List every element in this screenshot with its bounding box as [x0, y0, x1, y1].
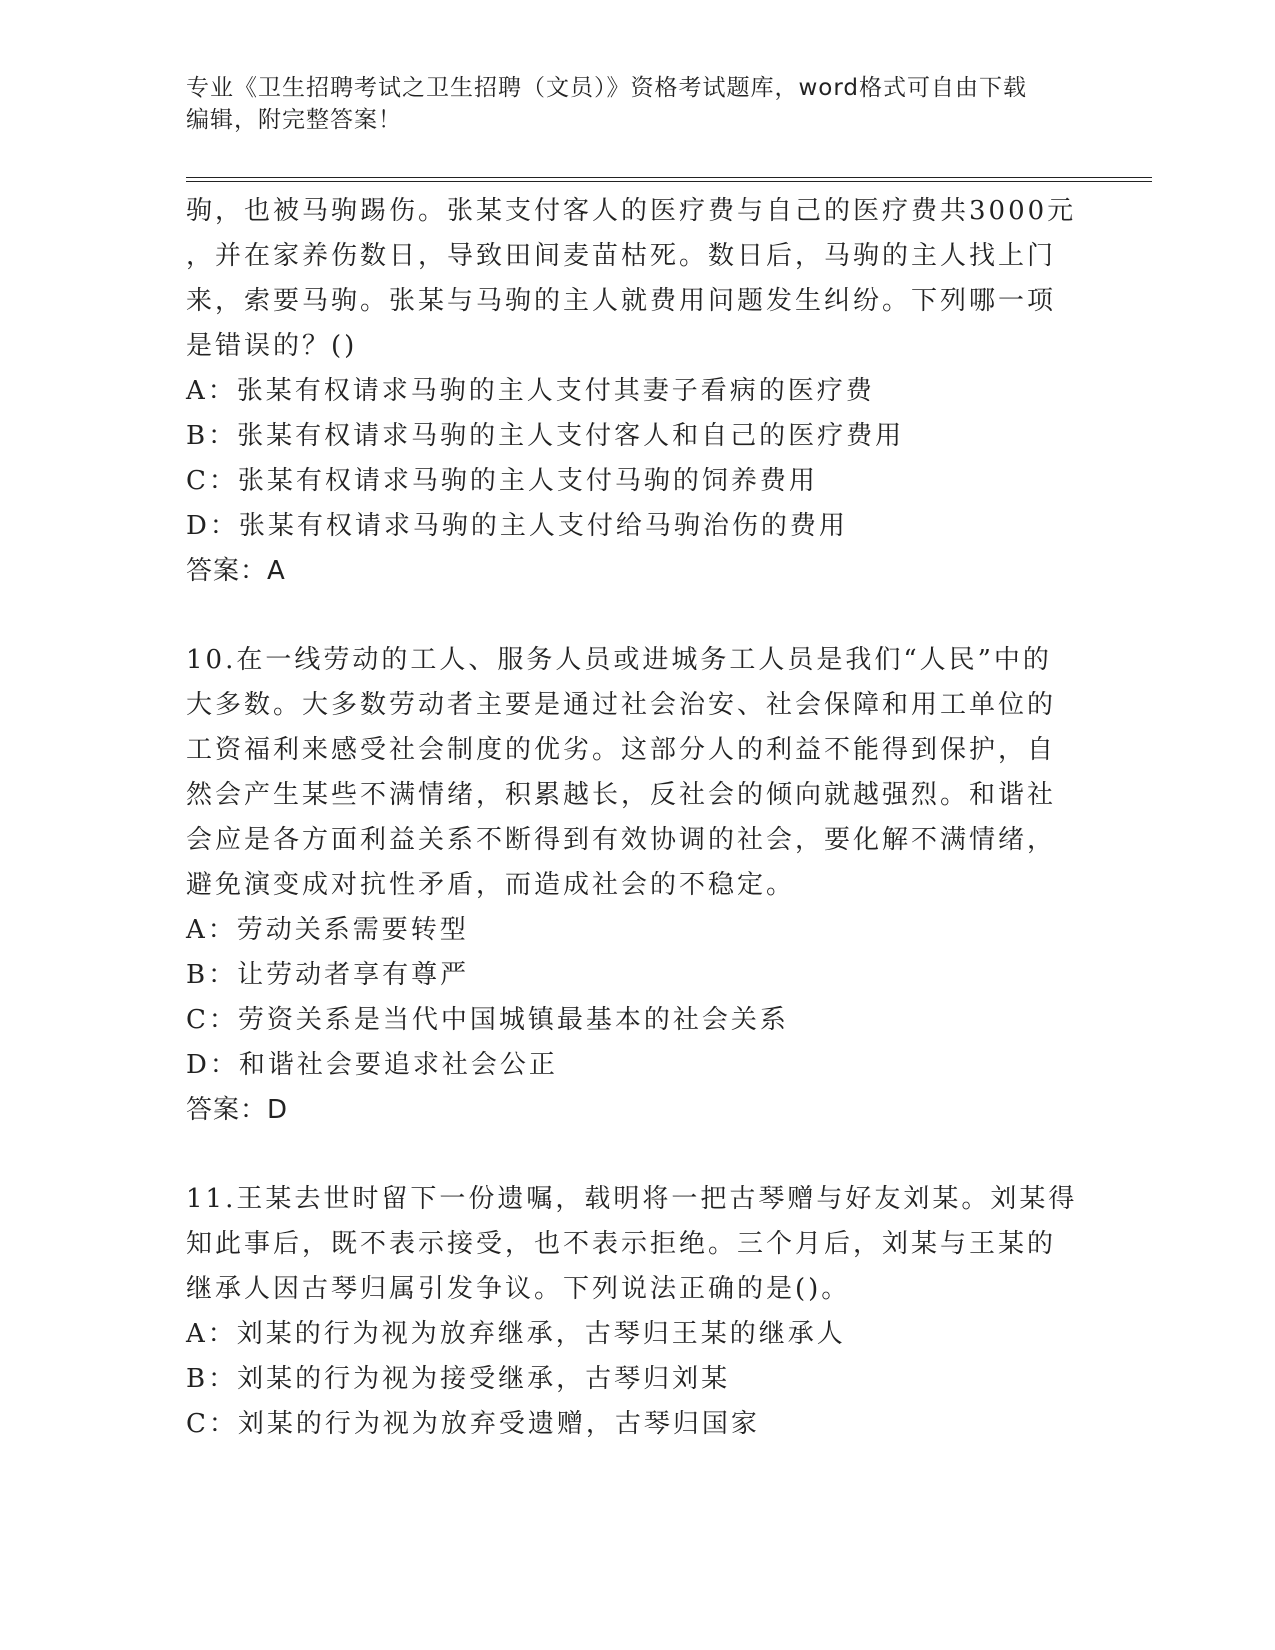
question-11 — [186, 1177, 1086, 1447]
question-text-line: 大多数。大多数劳动者主要是通过社会治安、社会保障和用工单位的 — [186, 690, 1057, 720]
question-text-line: 驹，也被马驹踢伤。张某支付客人的医疗费与自己的医疗费共3000元 — [186, 196, 1077, 226]
answer-label: 答案：A — [186, 556, 286, 586]
question-text-line: 继承人因古琴归属引发争议。下列说法正确的是()。 — [186, 1274, 851, 1304]
answer-label: 答案：D — [186, 1095, 289, 1125]
question-9 — [186, 189, 1086, 594]
header-rule-top — [186, 177, 1152, 178]
question-text-line: 工资福利来感受社会制度的优劣。这部分人的利益不能得到保护，自 — [186, 735, 1057, 765]
document-body — [186, 189, 1086, 1447]
option-a: A：劳动关系需要转型 — [186, 915, 469, 945]
header-line-1: 专业《卫生招聘考试之卫生招聘（文员）》资格考试题库，word格式可自由下载 — [186, 75, 1028, 101]
option-c: C：张某有权请求马驹的主人支付马驹的饲养费用 — [186, 466, 818, 496]
question-text-line: 是错误的？() — [186, 331, 358, 361]
question-text-line: 来，索要马驹。张某与马驹的主人就费用问题发生纠纷。下列哪一项 — [186, 286, 1057, 316]
option-a: A：刘某的行为视为放弃继承，古琴归王某的继承人 — [186, 1319, 846, 1349]
question-text-line: 11.王某去世时留下一份遗嘱，载明将一把古琴赠与好友刘某。刘某得 — [186, 1184, 1078, 1214]
question-text-line: ，并在家养伤数日，导致田间麦苗枯死。数日后，马驹的主人找上门 — [186, 241, 1057, 271]
option-a: A：张某有权请求马驹的主人支付其妻子看病的医疗费 — [186, 376, 875, 406]
question-text-line: 10.在一线劳动的工人、服务人员或进城务工人员是我们“人民”中的 — [186, 645, 1052, 675]
question-text-line: 然会产生某些不满情绪，积累越长，反社会的倾向就越强烈。和谐社 — [186, 780, 1057, 810]
spacer — [186, 1133, 1086, 1177]
option-c: C：刘某的行为视为放弃受遗赠，古琴归国家 — [186, 1409, 760, 1439]
option-d: D：和谐社会要追求社会公正 — [186, 1050, 558, 1080]
option-b: B：刘某的行为视为接受继承，古琴归刘某 — [186, 1364, 731, 1394]
header-line-2: 编辑，附完整答案！ — [186, 107, 402, 133]
option-d: D：张某有权请求马驹的主人支付给马驹治伤的费用 — [186, 511, 848, 541]
option-b: B：让劳动者享有尊严 — [186, 960, 470, 990]
question-text-line: 知此事后，既不表示接受，也不表示拒绝。三个月后，刘某与王某的 — [186, 1229, 1057, 1259]
question-text-line: 避免演变成对抗性矛盾，而造成社会的不稳定。 — [186, 870, 796, 900]
option-b: B：张某有权请求马驹的主人支付客人和自己的医疗费用 — [186, 421, 905, 451]
question-text-line: 会应是各方面利益关系不断得到有效协调的社会，要化解不满情绪， — [186, 825, 1057, 855]
option-c: C：劳资关系是当代中国城镇最基本的社会关系 — [186, 1005, 789, 1035]
header-rule-bottom — [186, 181, 1152, 182]
question-10 — [186, 638, 1086, 1133]
spacer — [186, 594, 1086, 638]
document-header — [186, 72, 1086, 136]
